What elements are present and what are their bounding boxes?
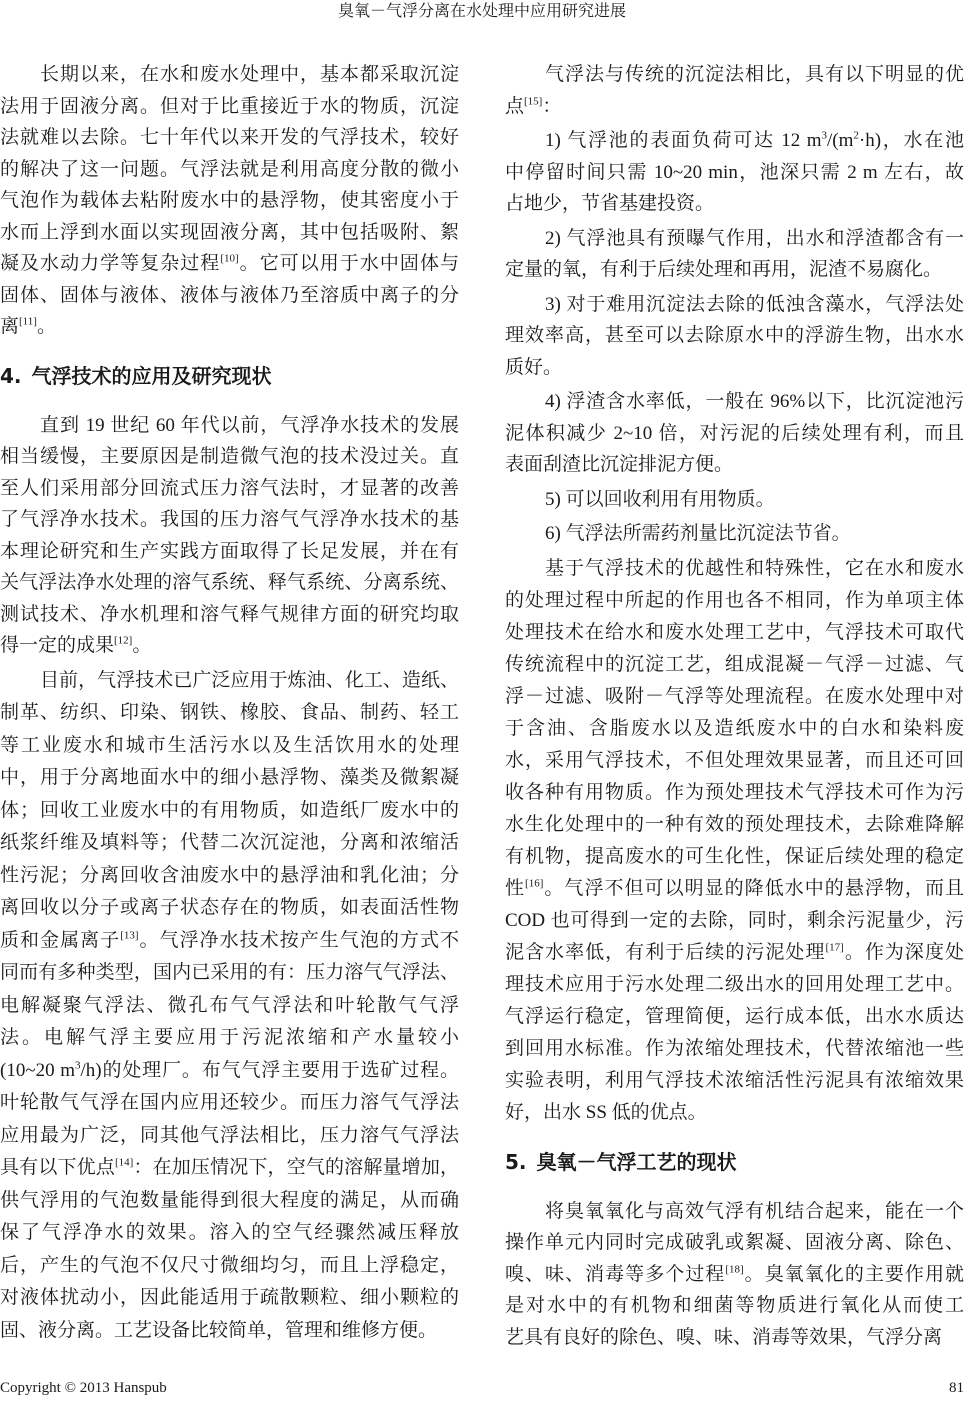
text-line: 基于气浮技术的优越性和特殊性，它在水和废水 — [545, 557, 964, 579]
text-line: 嗅、味、消毒等多个过程[18]。臭氧氧化的主要作用就 — [505, 1263, 964, 1285]
text-line: 好，出水 SS 低的优点。 — [505, 1101, 707, 1123]
text-line: 理效率高，甚至可以去除原水中的浮游生物，出水水 — [505, 325, 964, 346]
text-line: 占地少，节省基建投资。 — [505, 193, 715, 214]
text-line: 固体、固体与液体、液体与液体乃至溶质中离子的分 — [0, 284, 459, 306]
section-heading — [0, 361, 459, 391]
text-line: 测试技术、净水机理和溶气释气规律方面的研究均取 — [0, 603, 459, 625]
text-line: 有机物，提高废水的可生化性，保证后续处理的稳定 — [505, 845, 964, 867]
left-column — [0, 59, 459, 1347]
right-column — [505, 59, 964, 1353]
section-heading — [505, 1147, 964, 1177]
paragraph — [0, 410, 459, 662]
text-line: 法。电解气浮主要应用于污泥浓缩和产水量较小 — [0, 1027, 459, 1048]
text-line: (10~20 $m^3/h$)的处理厂。布气气浮主要用于选矿过程。 — [0, 1059, 460, 1081]
text-line: 浮－过滤、吸附－气浮等处理流程。在废水处理中对 — [505, 685, 964, 707]
text-line: 气泡作为载体去粘附废水中的悬浮物，使其密度小于 — [0, 190, 459, 211]
text-line: 至人们采用部分回流式压力溶气法时，才显著的改善 — [0, 477, 459, 499]
text-line: 泥含水率低，有利于后续的污泥处理[17]。作为深度处 — [505, 941, 964, 963]
text-line: 法就难以去除。七十年代以来开发的气浮技术，较好 — [0, 127, 459, 148]
paragraph — [505, 484, 964, 516]
footer-copyright: Copyright © 2013 Hanspub — [0, 1380, 167, 1396]
superscript: 3 — [821, 129, 827, 142]
text-line: 关气浮法净水处理的溶气系统、释气系统、分离系统、 — [0, 572, 459, 593]
section-number: 5. — [505, 1149, 527, 1174]
citation-ref[interactable]: [12] — [114, 634, 133, 647]
text-line: 气浮法与传统的沉淀法相比，具有以下明显的优 — [545, 64, 964, 85]
text-line: 具有以下优点[14]：在加压情况下，空气的溶解量增加， — [0, 1156, 459, 1178]
superscript: 2 — [853, 129, 859, 142]
text-line: 的处理过程中所起的作用也各不相同，作为单项主体 — [505, 589, 964, 611]
text-line: 点[15]： — [505, 95, 562, 117]
text-line: 体；回收工业废水中的有用物质，如造纸厂废水中的 — [0, 799, 459, 821]
text-line: 艺具有良好的除色、嗅、味、消毒等效果，气浮分离 — [505, 1326, 943, 1348]
citation-ref[interactable]: [18] — [725, 1263, 744, 1276]
text-line: 电解凝聚气浮法、微孔布气气浮法和叶轮散气气浮 — [0, 994, 459, 1016]
text-line: 本理论研究和生产实践方面取得了长足发展，并在有 — [0, 540, 459, 562]
text-line: 的解决了这一问题。气浮法就是利用高度分散的微小 — [0, 158, 459, 180]
superscript: 3 — [75, 1059, 81, 1072]
paragraph — [505, 1196, 964, 1354]
text-line: 相当缓慢，主要原因是制造微气泡的技术没过关。直 — [0, 446, 459, 467]
text-line: 泥体积减少 2~10 倍，对污泥的后续处理有利，而且 — [505, 422, 964, 444]
citation-ref[interactable]: [16] — [525, 877, 544, 890]
text-line: 性[16]。气浮不但可以明显的降低水中的悬浮物，而且 — [505, 877, 964, 899]
paragraph — [505, 518, 964, 550]
text-line: 3) 对于难用沉淀法去除的低浊含藻水，气浮法处 — [545, 293, 964, 315]
text-line: 中，用于分离地面水中的细小悬浮物、藻类及微絮凝 — [0, 767, 459, 788]
paragraph — [505, 125, 964, 220]
paragraph — [505, 289, 964, 384]
paragraph — [0, 665, 459, 1348]
citation-ref[interactable]: [14] — [114, 1156, 134, 1169]
text-line: 纸浆纤维及填料等；代替二次沉淀池，分离和浓缩活 — [0, 832, 459, 853]
text-line: 应用最为广泛，同其他气浮法相比，压力溶气气浮法 — [0, 1124, 459, 1146]
text-line: 4) 浮渣含水率低，一般在 96%以下，比沉淀池污 — [545, 391, 964, 412]
text-line: 了气浮净水技术。我国的压力溶气气浮净水技术的基 — [0, 509, 459, 530]
text-line: 叶轮散气气浮在国内应用还较少。而压力溶气气浮法 — [0, 1092, 459, 1113]
text-line: 长期以来，在水和废水处理中，基本都采取沉淀 — [40, 64, 459, 85]
text-line: 制革、纺织、印染、钢铁、橡胶、食品、制药、轻工 — [0, 702, 459, 723]
text-line: 后，产生的气泡不仅尺寸微细均匀，而且上浮稳定， — [0, 1254, 459, 1276]
text-line: 固、液分离。工艺设备比较简单，管理和维修方便。 — [0, 1319, 438, 1341]
paragraph — [505, 59, 964, 122]
paragraph — [0, 59, 459, 343]
text-line: 6) 气浮法所需药剂量比沉淀法节省。 — [545, 523, 851, 544]
text-line: 气浮运行稳定，管理简便，运行成本低，出水水质达 — [505, 1005, 964, 1027]
text-line: 对液体扰动小，因此能适用于疏散颗粒、细小颗粒的 — [0, 1287, 459, 1308]
text-line: 表面刮渣比沉淀排泥方便。 — [505, 454, 734, 475]
text-line: 于含油、含脂废水以及造纸废水中的白水和染料废 — [505, 717, 964, 739]
text-line: 处理技术在给水和废水处理工艺中，气浮技术可取代 — [505, 621, 964, 643]
text-line: 实验表明，利用气浮技术浓缩活性污泥具有浓缩效果 — [505, 1069, 964, 1091]
text-line: 将臭氧氧化与高效气浮有机结合起来，能在一个 — [545, 1200, 964, 1222]
text-line: 2) 气浮池具有预曝气作用，出水和浮渣都含有一 — [545, 227, 964, 249]
text-line: 质和金属离子[13]。气浮净水技术按产生气泡的方式不 — [0, 929, 459, 951]
text-line: 供气浮用的气泡数量能得到很大程度的满足，从而确 — [0, 1189, 459, 1211]
text-line: 法用于固液分离。但对于比重接近于水的物质，沉淀 — [0, 95, 459, 117]
text-line: 到回用水标准。作为浓缩处理技术，代替浓缩池一些 — [505, 1037, 964, 1059]
text-line: 同而有多种类型，国内已采用的有：压力溶气气浮法、 — [0, 962, 459, 983]
paragraph — [505, 223, 964, 286]
running-header: 臭氧－气浮分离在水处理中应用研究进展 — [337, 3, 626, 20]
text-line: 离回收以分子或离子状态存在的物质，如表面活性物 — [0, 897, 459, 918]
citation-ref[interactable]: [15] — [524, 95, 543, 108]
citation-ref[interactable]: [13] — [120, 929, 139, 942]
text-line: 性污泥；分离回收含油废水中的悬浮油和乳化油；分 — [0, 864, 459, 886]
text-line: 水，采用气浮技术，不但处理效果显著，而且还可回 — [505, 749, 964, 771]
citation-ref[interactable]: [10] — [220, 252, 239, 265]
text-line: 是对水中的有机物和细菌等物质进行氧化从而使工 — [505, 1295, 964, 1316]
text-line: 得一定的成果[12]。 — [0, 634, 152, 656]
text-line: 5) 可以回收利用有用物质。 — [545, 488, 775, 510]
text-line: 中停留时间只需 10~20 min，池深只需 2 m 左右，故 — [505, 161, 964, 183]
section-title: 气浮技术的应用及研究现状 — [31, 363, 272, 388]
text-line: 离[11]。 — [0, 315, 56, 337]
text-line: 凝及水动力学等复杂过程[10]。它可以用于水中固体与 — [0, 252, 459, 274]
paragraph — [505, 386, 964, 481]
text-line: 收各种有用物质。作为预处理技术气浮技术可作为污 — [505, 781, 964, 803]
citation-ref[interactable]: [17] — [825, 941, 844, 954]
text-line: 等工业废水和城市生活污水以及生活饮用水的处理 — [0, 734, 459, 756]
text-line: 操作单元内同时完成破乳或絮凝、固液分离、除色、 — [505, 1232, 964, 1253]
text-line: 水生化处理中的一种有效的预处理技术，去除难降解 — [505, 813, 964, 835]
text-line: 保了气浮净水的效果。溶入的空气经骤然减压释放 — [0, 1222, 459, 1243]
text-line: 理技术应用于污水处理二级出水的回用处理工艺中。 — [505, 973, 964, 995]
text-line: 直到 19 世纪 60 年代以前，气浮净水技术的发展 — [40, 414, 459, 436]
text-line: 质好。 — [505, 356, 563, 378]
section-number: 4. — [0, 363, 22, 388]
paragraph — [505, 553, 964, 1129]
text-line: 1) 气浮池的表面负荷可达 12 $m^3/(m^2\cdot h)$，水在池 — [545, 129, 964, 151]
page-number: 81 — [949, 1380, 964, 1396]
citation-ref[interactable]: [11] — [19, 315, 37, 328]
text-line: 传统流程中的沉淀工艺，组成混凝－气浮－过滤、气 — [505, 653, 964, 675]
text-line: 目前，气浮技术已广泛应用于炼油、化工、造纸、 — [40, 669, 459, 691]
text-line: 水而上浮到水面以实现固液分离，其中包括吸附、絮 — [0, 221, 459, 243]
text-line: 定量的氧，有利于后续处理和再用，泥渣不易腐化。 — [505, 259, 943, 280]
section-title: 臭氧－气浮工艺的现状 — [536, 1149, 737, 1174]
text-line: COD 也可得到一定的去除，同时，剩余污泥量少，污 — [505, 909, 964, 931]
